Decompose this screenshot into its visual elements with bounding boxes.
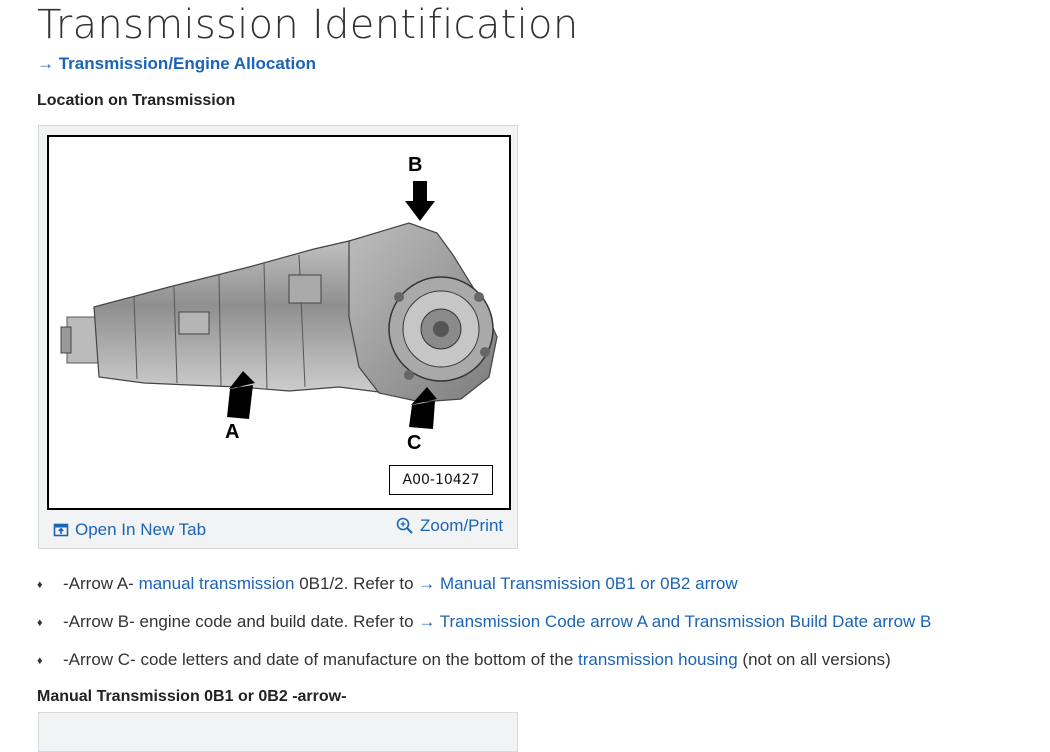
- zoom-icon: [396, 517, 414, 535]
- list-item: [37, 609, 931, 647]
- next-figure-panel: [38, 712, 518, 752]
- manual-transmission-0b1-0b2-arrow-link[interactable]: → Manual Transmission 0B1 or 0B2 arrow: [418, 574, 738, 593]
- page-title: Transmission Identification: [37, 2, 579, 48]
- open-new-tab-icon: [53, 522, 69, 538]
- zoom-print-label: Zoom/Print: [420, 516, 504, 535]
- figure-panel: [38, 125, 518, 549]
- figure-heading: Location on Transmission: [37, 92, 236, 109]
- label-c: C: [407, 432, 422, 454]
- transmission-housing-link[interactable]: transmission housing: [578, 650, 738, 669]
- bullet-text: -Arrow B- engine code and build date. Refer to: [63, 612, 419, 631]
- label-a: A: [225, 421, 240, 443]
- bullet-diamond-icon: ♦: [37, 655, 43, 667]
- bullet-text: 0B1/2. Refer to: [294, 574, 419, 593]
- next-section-heading: Manual Transmission 0B1 or 0B2 -arrow-: [37, 688, 347, 705]
- list-item: [37, 571, 931, 609]
- transmission-illustration[interactable]: [47, 135, 511, 510]
- open-in-new-tab-button[interactable]: [53, 520, 206, 540]
- zoom-print-button[interactable]: [396, 516, 503, 536]
- open-in-new-tab-label: Open In New Tab: [75, 520, 207, 539]
- transmission-drawing: [49, 137, 509, 508]
- bullet-text: -Arrow C- code letters and date of manufacture on the bottom of the: [63, 650, 578, 669]
- manual-transmission-link[interactable]: manual transmission: [138, 574, 295, 593]
- bullet-diamond-icon: ♦: [37, 617, 43, 629]
- transmission-engine-allocation-link[interactable]: → Transmission/Engine Allocation: [37, 54, 316, 73]
- bullet-text: (not on all versions): [737, 650, 891, 669]
- figure-id: A00-10427: [389, 465, 493, 495]
- label-b: B: [408, 154, 423, 176]
- bullet-text: -Arrow A-: [63, 574, 139, 593]
- list-item: [37, 647, 931, 685]
- bullet-diamond-icon: ♦: [37, 579, 43, 591]
- transmission-code-build-date-link[interactable]: → Transmission Code arrow A and Transmission Build Date arrow B: [418, 612, 932, 631]
- arrow-description-list: [37, 571, 931, 685]
